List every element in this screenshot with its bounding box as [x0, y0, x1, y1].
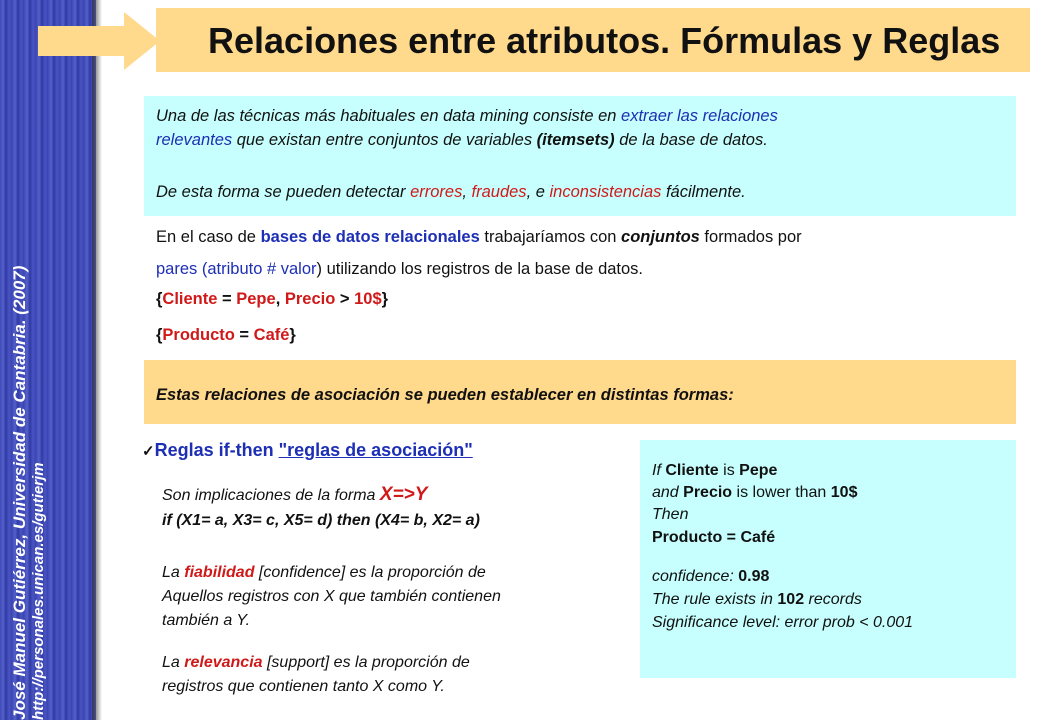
relational-line-1: En el caso de bases de datos relacionales trabajaríamos con conjuntos formados por — [156, 228, 802, 246]
intro-line-3: De esta forma se pueden detectar errores, fraudes, e inconsistencias fácilmente. — [156, 183, 746, 201]
rules-heading: ✓Reglas if-then "reglas de asociación" — [142, 440, 473, 460]
author-line: José Manuel Gutiérrez, Universidad de Cantabria. (2007) — [10, 265, 29, 720]
arrow-right-icon — [38, 12, 160, 70]
rule-significance: Significance level: error prob < 0.001 — [652, 614, 914, 631]
example-rule-box — [640, 440, 1016, 678]
intro-line-1: Una de las técnicas más habituales en data mining consiste en extraer las relaciones — [156, 107, 778, 125]
rule-support: The rule exists in 102 records — [652, 591, 862, 608]
title-banner — [156, 8, 1030, 72]
confidence-line-2: Aquellos registros con X que también contienen — [162, 588, 501, 605]
rule-if-line: If Cliente is Pepe — [652, 462, 778, 479]
example-itemset-2: {Producto = Café} — [156, 326, 296, 344]
relational-line-2: pares (atributo # valor) utilizando los registros de la base de datos. — [156, 260, 644, 278]
rule-and-line: and Precio is lower than 10$ — [652, 484, 858, 501]
page-title: Relaciones entre atributos. Fórmulas y Reglas — [208, 20, 1001, 61]
author-credit — [10, 266, 48, 720]
support-line-2: registros que contienen tanto X como Y. — [162, 678, 445, 695]
example-itemset-1: {Cliente = Pepe, Precio > 10$} — [156, 290, 389, 308]
association-rules-link[interactable]: "reglas de asociación" — [278, 440, 473, 460]
implication-formula: if (X1= a, X3= c, X5= d) then (X4= b, X2= a) — [162, 512, 480, 529]
checkmark-icon: ✓ — [142, 443, 155, 460]
intro-box — [144, 96, 1016, 216]
confidence-line-3: también a Y. — [162, 612, 251, 629]
sidebar — [0, 0, 96, 720]
support-line-1: La relevancia [support] es la proporción de — [162, 654, 470, 671]
association-text: Estas relaciones de asociación se pueden establecer en distintas formas: — [156, 386, 734, 404]
rule-then-line: Then — [652, 506, 689, 523]
confidence-line-1: La fiabilidad [confidence] es la proporción de — [162, 564, 486, 581]
implication-line: Son implicaciones de la forma X=>Y — [162, 484, 428, 505]
intro-line-2: relevantes que existan entre conjuntos de variables (itemsets) de la base de datos. — [156, 131, 768, 149]
rule-consequent: Producto = Café — [652, 529, 776, 546]
url-line: http://personales.unican.es/gutierjm — [30, 462, 47, 720]
association-banner — [144, 360, 1016, 424]
rule-confidence: confidence: 0.98 — [652, 568, 770, 585]
